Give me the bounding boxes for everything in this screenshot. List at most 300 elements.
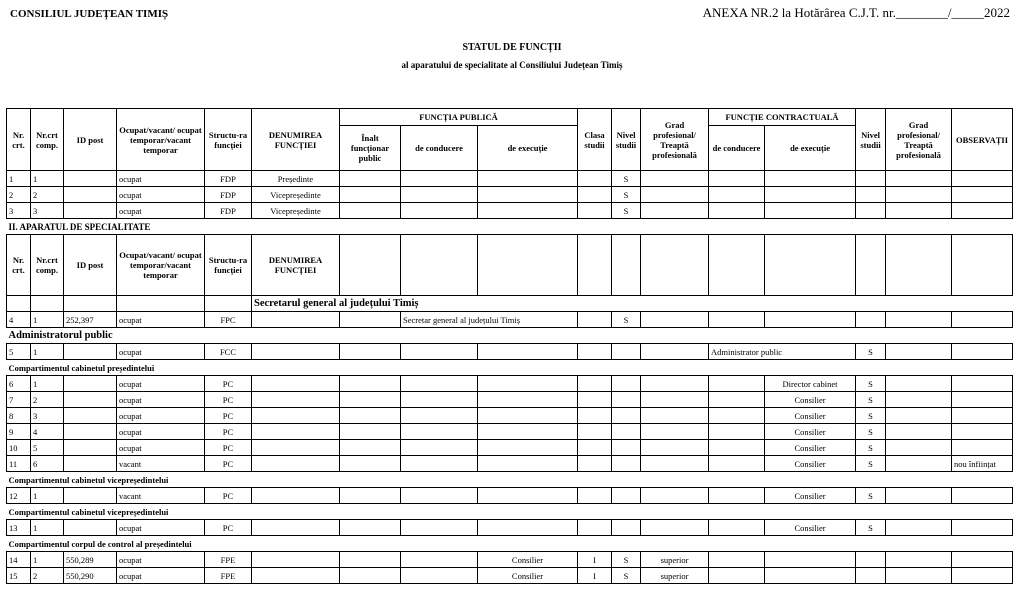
empty-cell: [578, 203, 612, 219]
table-cell: S: [612, 568, 641, 584]
empty-cell: [401, 488, 478, 504]
empty-cell: [709, 440, 765, 456]
empty-cell: [401, 440, 478, 456]
table-cell: Nr.crt comp.: [31, 235, 64, 296]
empty-cell: [952, 171, 1013, 187]
table-cell: S: [856, 424, 886, 440]
empty-cell: [612, 408, 641, 424]
empty-cell: [886, 203, 952, 219]
table-cell: I: [578, 552, 612, 568]
empty-cell: [856, 312, 886, 328]
table-cell: 15: [7, 568, 31, 584]
empty-cell: [709, 203, 765, 219]
empty-cell: [340, 376, 401, 392]
table-cell: ocupat: [117, 520, 205, 536]
empty-cell: [765, 171, 856, 187]
empty-cell: [340, 488, 401, 504]
table-cell: 550,290: [64, 568, 117, 584]
col-nivel: Nivel studii: [612, 109, 641, 171]
table-cell: ocupat: [117, 424, 205, 440]
empty-cell: [612, 235, 641, 296]
table-cell: S: [856, 392, 886, 408]
table-cell: ocupat: [117, 392, 205, 408]
empty-cell: [478, 424, 578, 440]
table-cell: 8: [7, 408, 31, 424]
annex-reference: ANEXA NR.2 la Hotărârea C.J.T. nr.________/_____2022: [702, 5, 1010, 20]
empty-cell: [205, 296, 252, 312]
empty-cell: [252, 440, 340, 456]
table-cell: ocupat: [117, 171, 205, 187]
table-cell: ocupat: [117, 408, 205, 424]
empty-cell: [252, 552, 340, 568]
empty-cell: [612, 376, 641, 392]
empty-cell: [340, 424, 401, 440]
empty-cell: [886, 488, 952, 504]
table-row: [7, 424, 1013, 440]
empty-cell: [641, 392, 709, 408]
empty-cell: [340, 235, 401, 296]
empty-cell: [856, 235, 886, 296]
table-cell: 1: [31, 520, 64, 536]
empty-cell: [952, 187, 1013, 203]
table-cell: nou înființat: [952, 456, 1013, 472]
col-observatii: OBSERVAȚII: [952, 109, 1013, 171]
empty-cell: [641, 187, 709, 203]
empty-cell: [401, 203, 478, 219]
table-cell: PC: [205, 424, 252, 440]
table-cell: Consilier: [765, 424, 856, 440]
empty-cell: [64, 344, 117, 360]
table-cell: 1: [31, 171, 64, 187]
col-nivel-c: Nivel studii: [856, 109, 886, 171]
empty-cell: [64, 392, 117, 408]
empty-cell: [31, 296, 64, 312]
table-cell: Consilier: [765, 408, 856, 424]
empty-cell: [641, 408, 709, 424]
table-cell: Ocupat/vacant/ ocupat temporar/vacant temporar: [117, 235, 205, 296]
col-de-conducere: de conducere: [401, 126, 478, 171]
col-inalt: Înalt funcționar public: [340, 126, 401, 171]
table-row: [7, 552, 1013, 568]
table-cell: 1: [31, 552, 64, 568]
table-cell: 2: [31, 568, 64, 584]
empty-cell: [641, 171, 709, 187]
table-cell: 1: [31, 344, 64, 360]
empty-cell: [886, 568, 952, 584]
table-cell: [952, 440, 1013, 456]
empty-cell: [64, 187, 117, 203]
table-cell: S: [612, 171, 641, 187]
empty-cell: [886, 520, 952, 536]
empty-cell: [64, 171, 117, 187]
empty-cell: [709, 424, 765, 440]
table-cell: DENUMIREA FUNCȚIEI: [252, 235, 340, 296]
table-cell: 252,397: [64, 312, 117, 328]
table-cell: S: [856, 520, 886, 536]
table-cell: S: [612, 187, 641, 203]
col-de-executie: de execuție: [478, 126, 578, 171]
empty-cell: [7, 296, 31, 312]
table-cell: 4: [31, 424, 64, 440]
empty-cell: [612, 392, 641, 408]
table-cell: 12: [7, 488, 31, 504]
empty-cell: [765, 568, 856, 584]
table-cell: 9: [7, 424, 31, 440]
empty-cell: [578, 344, 612, 360]
table-cell: FDP: [205, 203, 252, 219]
empty-cell: [641, 456, 709, 472]
table-cell: 1: [31, 376, 64, 392]
empty-cell: [252, 344, 340, 360]
table-cell: Consilier: [765, 456, 856, 472]
table-cell: Vicepreședinte: [252, 203, 340, 219]
table-header-row: [7, 109, 1013, 126]
table-cell: Nr. crt.: [7, 235, 31, 296]
table-cell: 7: [7, 392, 31, 408]
table-cell: PC: [205, 408, 252, 424]
table-cell: S: [612, 203, 641, 219]
table-cell: S: [856, 488, 886, 504]
table-cell: [952, 376, 1013, 392]
empty-cell: [401, 235, 478, 296]
table-cell: Consilier: [765, 440, 856, 456]
empty-cell: [578, 392, 612, 408]
col-nr-comp: Nr.crt comp.: [31, 109, 64, 171]
table-cell: Consilier: [478, 552, 578, 568]
table-cell: Administrator public: [709, 344, 856, 360]
empty-cell: [856, 552, 886, 568]
empty-cell: [641, 344, 709, 360]
table-cell: 6: [7, 376, 31, 392]
table-cell: FPE: [205, 552, 252, 568]
empty-cell: [252, 312, 340, 328]
empty-cell: [856, 568, 886, 584]
empty-cell: [952, 312, 1013, 328]
empty-cell: [612, 440, 641, 456]
empty-cell: [641, 203, 709, 219]
group-heading: [7, 472, 1013, 488]
empty-cell: [578, 520, 612, 536]
table-cell: PC: [205, 392, 252, 408]
empty-cell: [578, 376, 612, 392]
table-cell: S: [856, 376, 886, 392]
empty-cell: [252, 408, 340, 424]
table-cell: Secretarul general al județului Timiș: [252, 296, 1013, 312]
col-grad-c: Grad profesional/ Treaptă profesională: [886, 109, 952, 171]
empty-cell: [709, 456, 765, 472]
empty-cell: [64, 296, 117, 312]
table-row: [7, 187, 1013, 203]
empty-cell: [340, 552, 401, 568]
empty-cell: [478, 235, 578, 296]
empty-cell: [952, 552, 1013, 568]
empty-cell: [886, 408, 952, 424]
empty-cell: [340, 203, 401, 219]
table-cell: Secretar general al județului Timiș: [401, 312, 578, 328]
empty-cell: [64, 376, 117, 392]
empty-cell: [252, 424, 340, 440]
table-cell: ocupat: [117, 440, 205, 456]
section-heading: [7, 219, 1013, 235]
table-row: [7, 392, 1013, 408]
empty-cell: [478, 440, 578, 456]
empty-cell: [641, 440, 709, 456]
empty-cell: [340, 568, 401, 584]
empty-cell: [886, 171, 952, 187]
table-cell: 3: [31, 408, 64, 424]
empty-cell: [578, 187, 612, 203]
empty-cell: [478, 392, 578, 408]
empty-cell: [401, 568, 478, 584]
empty-cell: [401, 408, 478, 424]
empty-cell: [612, 520, 641, 536]
empty-cell: [641, 424, 709, 440]
table-cell: 1: [31, 488, 64, 504]
empty-cell: [641, 488, 709, 504]
empty-cell: [765, 235, 856, 296]
empty-cell: [612, 344, 641, 360]
table-cell: 5: [31, 440, 64, 456]
empty-cell: [952, 488, 1013, 504]
empty-cell: [856, 203, 886, 219]
empty-cell: [117, 296, 205, 312]
table-cell: I: [578, 568, 612, 584]
table-cell: S: [856, 440, 886, 456]
empty-cell: [340, 171, 401, 187]
empty-cell: [856, 187, 886, 203]
table-cell: Vicepreședinte: [252, 187, 340, 203]
empty-cell: [478, 488, 578, 504]
empty-cell: [478, 171, 578, 187]
empty-cell: [64, 440, 117, 456]
table-cell: Structu-ra funcției: [205, 235, 252, 296]
table-cell: PC: [205, 520, 252, 536]
table-row: [7, 171, 1013, 187]
empty-cell: [401, 392, 478, 408]
empty-cell: [252, 376, 340, 392]
table-cell: ocupat: [117, 187, 205, 203]
empty-cell: [401, 171, 478, 187]
table-cell: 550,289: [64, 552, 117, 568]
empty-cell: [578, 456, 612, 472]
table-cell: Consilier: [765, 392, 856, 408]
table-row: [7, 203, 1013, 219]
table-cell: vacant: [117, 488, 205, 504]
empty-cell: [952, 568, 1013, 584]
empty-cell: [340, 392, 401, 408]
empty-cell: [641, 376, 709, 392]
table-cell: Consilier: [765, 488, 856, 504]
table-row: [7, 488, 1013, 504]
empty-cell: [578, 312, 612, 328]
empty-cell: [709, 187, 765, 203]
group-heading: [7, 328, 1013, 344]
empty-cell: [612, 456, 641, 472]
table-cell: ocupat: [117, 344, 205, 360]
table-row: [7, 568, 1013, 584]
table-cell: 5: [7, 344, 31, 360]
table-cell: 6: [31, 456, 64, 472]
empty-cell: [709, 520, 765, 536]
table-row: [7, 408, 1013, 424]
table-row: [7, 312, 1013, 328]
table-cell: 13: [7, 520, 31, 536]
table-cell: 3: [7, 203, 31, 219]
empty-cell: [886, 344, 952, 360]
empty-cell: [401, 456, 478, 472]
empty-cell: [401, 552, 478, 568]
empty-cell: [641, 235, 709, 296]
empty-cell: [478, 187, 578, 203]
empty-cell: [64, 424, 117, 440]
table-cell: Consilier: [478, 568, 578, 584]
table-row: [7, 520, 1013, 536]
empty-cell: [401, 187, 478, 203]
empty-cell: [886, 235, 952, 296]
empty-cell: [886, 456, 952, 472]
empty-cell: [340, 344, 401, 360]
empty-cell: [578, 424, 612, 440]
table-cell: II. APARATUL DE SPECIALITATE: [7, 219, 1013, 235]
table-cell: Compartimentul cabinetul președintelui: [7, 360, 1013, 376]
table-cell: Compartimentul corpul de control al președintelui: [7, 536, 1013, 552]
table-cell: 4: [7, 312, 31, 328]
empty-cell: [64, 203, 117, 219]
empty-cell: [709, 171, 765, 187]
staffing-table: [6, 108, 1013, 584]
empty-cell: [886, 392, 952, 408]
table-cell: ocupat: [117, 552, 205, 568]
table-cell: [952, 424, 1013, 440]
table-cell: 1: [31, 312, 64, 328]
col-structura: Structu-ra funcției: [205, 109, 252, 171]
group-heading: [7, 360, 1013, 376]
empty-cell: [886, 552, 952, 568]
table-row: [7, 440, 1013, 456]
col-clasa: Clasa studii: [578, 109, 612, 171]
empty-cell: [64, 408, 117, 424]
empty-cell: [765, 312, 856, 328]
empty-cell: [886, 187, 952, 203]
empty-cell: [856, 171, 886, 187]
col-group-functie-contractuala: FUNCȚIE CONTRACTUALĂ: [709, 109, 856, 126]
empty-cell: [340, 312, 401, 328]
col-status: Ocupat/vacant/ ocupat temporar/vacant temporar: [117, 109, 205, 171]
empty-cell: [252, 568, 340, 584]
table-cell: ocupat: [117, 376, 205, 392]
empty-cell: [340, 456, 401, 472]
table-cell: 2: [7, 187, 31, 203]
empty-cell: [886, 376, 952, 392]
table-cell: 14: [7, 552, 31, 568]
table-cell: ocupat: [117, 312, 205, 328]
empty-cell: [709, 568, 765, 584]
table-cell: ID post: [64, 235, 117, 296]
table-cell: FCC: [205, 344, 252, 360]
empty-cell: [952, 520, 1013, 536]
table-cell: Consilier: [765, 520, 856, 536]
empty-cell: [401, 520, 478, 536]
empty-cell: [401, 376, 478, 392]
table-cell: FPC: [205, 312, 252, 328]
council-name: CONSILIUL JUDEȚEAN TIMIȘ: [10, 8, 169, 20]
table-cell: PC: [205, 440, 252, 456]
col-group-functia-publica: FUNCȚIA PUBLICĂ: [340, 109, 578, 126]
empty-cell: [340, 408, 401, 424]
document-title: STATUL DE FUNCȚII: [462, 42, 562, 53]
table-cell: [952, 392, 1013, 408]
table-cell: Director cabinet: [765, 376, 856, 392]
table-cell: PC: [205, 488, 252, 504]
empty-cell: [641, 312, 709, 328]
col-nr-crt: Nr. crt.: [7, 109, 31, 171]
table-cell: 11: [7, 456, 31, 472]
empty-cell: [478, 344, 578, 360]
empty-cell: [612, 424, 641, 440]
document-subtitle: al aparatului de specialitate al Consiliului Județean Timiș: [401, 60, 623, 70]
table-row: [7, 344, 1013, 360]
table-cell: Administratorul public: [7, 328, 1013, 344]
empty-cell: [252, 488, 340, 504]
table-cell: 3: [31, 203, 64, 219]
table-cell: 2: [31, 187, 64, 203]
empty-cell: [340, 187, 401, 203]
empty-cell: [401, 344, 478, 360]
table-cell: Compartimentul cabinetul vicepreședintelui: [7, 472, 1013, 488]
table-row: [7, 376, 1013, 392]
empty-cell: [765, 203, 856, 219]
empty-cell: [578, 488, 612, 504]
table-cell: FDP: [205, 171, 252, 187]
group-heading: [7, 504, 1013, 520]
table-cell: superior: [641, 552, 709, 568]
table-cell: superior: [641, 568, 709, 584]
table-cell: 2: [31, 392, 64, 408]
table-cell: 10: [7, 440, 31, 456]
empty-cell: [952, 235, 1013, 296]
table-cell: FDP: [205, 187, 252, 203]
empty-cell: [578, 440, 612, 456]
empty-cell: [478, 520, 578, 536]
group-heading: [7, 296, 1013, 312]
empty-cell: [578, 408, 612, 424]
table-cell: vacant: [117, 456, 205, 472]
col-de-executie-c: de execuție: [765, 126, 856, 171]
empty-cell: [252, 520, 340, 536]
col-grad: Grad profesional/ Treaptă profesională: [641, 109, 709, 171]
table-cell: 1: [7, 171, 31, 187]
table-cell: S: [612, 312, 641, 328]
empty-cell: [252, 456, 340, 472]
empty-cell: [612, 488, 641, 504]
empty-cell: [709, 312, 765, 328]
table-cell: S: [612, 552, 641, 568]
empty-cell: [64, 488, 117, 504]
table-cell: ocupat: [117, 203, 205, 219]
table-cell: Compartimentul cabinetul vicepreședintelui: [7, 504, 1013, 520]
table-cell: PC: [205, 456, 252, 472]
col-de-conducere-c: de conducere: [709, 126, 765, 171]
empty-cell: [578, 235, 612, 296]
empty-cell: [478, 376, 578, 392]
empty-cell: [952, 203, 1013, 219]
empty-cell: [252, 392, 340, 408]
empty-cell: [478, 408, 578, 424]
empty-cell: [886, 424, 952, 440]
empty-cell: [641, 520, 709, 536]
table-cell: FPE: [205, 568, 252, 584]
empty-cell: [401, 424, 478, 440]
